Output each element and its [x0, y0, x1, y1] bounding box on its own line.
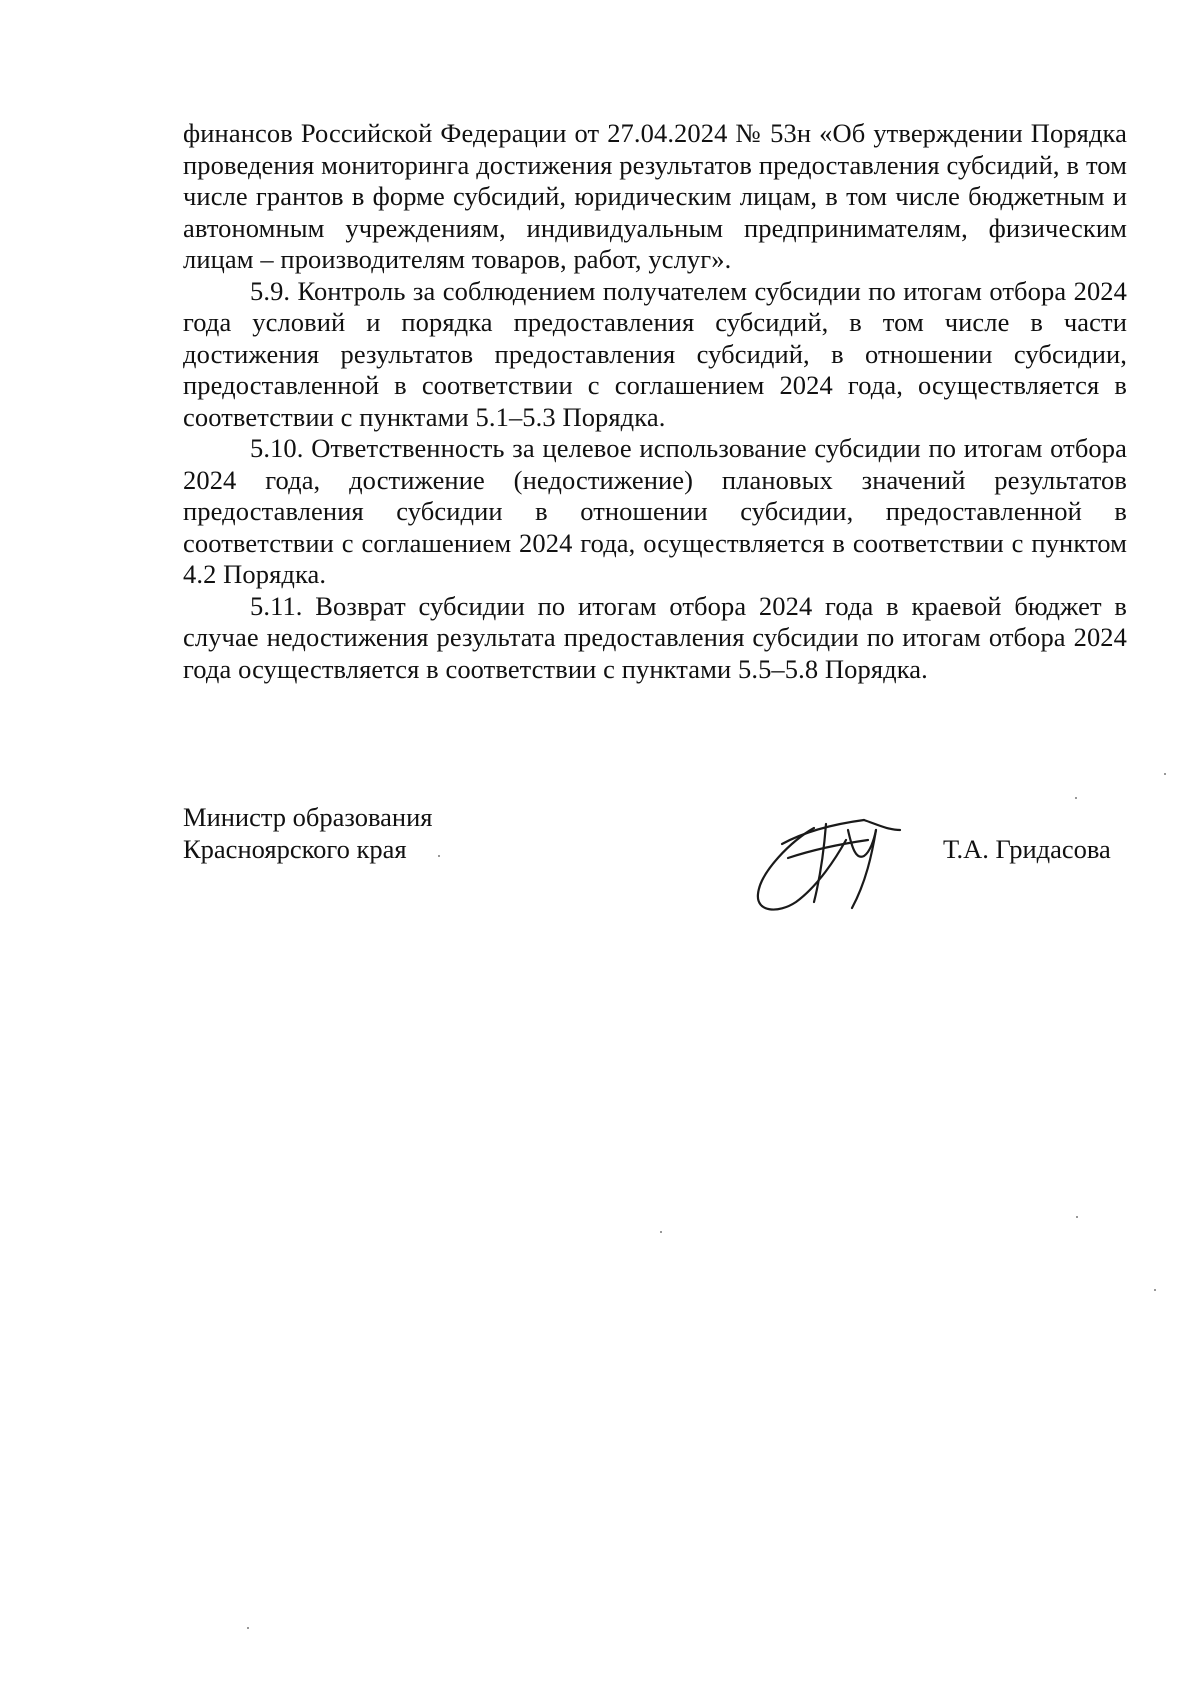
signatory-name: Т.А. Гридасова	[943, 834, 1111, 864]
scan-speck	[1075, 797, 1077, 799]
paragraph-5-11: 5.11. Возврат субсидии по итогам отбора 2024 года в краевой бюджет в случае недостижения результата предоставления субсидии по итогам отбора 2024 года осуществляется в соответствии с пунктами 5.5–5.8 Порядка.	[183, 590, 1127, 684]
scan-speck	[660, 1231, 662, 1233]
signatory-position	[183, 801, 432, 865]
document-body	[183, 118, 1127, 685]
position-line-1: Министр образования	[183, 802, 433, 832]
paragraph-continuation: финансов Российской Федерации от 27.04.2024 № 53н «Об утверждении Порядка проведения мониторинга достижения результатов предоставления субсидий, в том числе грантов в форме субсидий, юридическим лицам, в том числе бюджетным и автономным учреждениям, индивидуальным предпринимателям, физическим лицам – производителям товаров, работ, услуг».	[183, 118, 1127, 274]
paragraph-5-10: 5.10. Ответственность за целевое использование субсидии по итогам отбора 2024 года, достижение (недостижение) плановых значений результатов предоставления субсидии в отношении субсидии, предоставленной в соответствии с соглашением 2024 года, осуществляется в соответствии с пунктом 4.2 Порядка.	[183, 433, 1127, 589]
scan-speck	[438, 855, 440, 857]
scan-speck	[1076, 1216, 1078, 1218]
handwritten-signature	[752, 810, 922, 920]
scan-speck	[1164, 773, 1166, 775]
position-line-2: Красноярского края	[183, 834, 407, 864]
paragraph-5-9: 5.9. Контроль за соблюдением получателем субсидии по итогам отбора 2024 года условий и порядка предоставления субсидий, в том числе в части достижения результатов предоставления субсидий, в отношении субсидии, предоставленной в соответствии с соглашением 2024 года, осуществляется в соответствии с пунктами 5.1–5.3 Порядка.	[183, 275, 1127, 432]
scan-speck	[247, 1627, 249, 1629]
scan-speck	[1154, 1289, 1156, 1291]
